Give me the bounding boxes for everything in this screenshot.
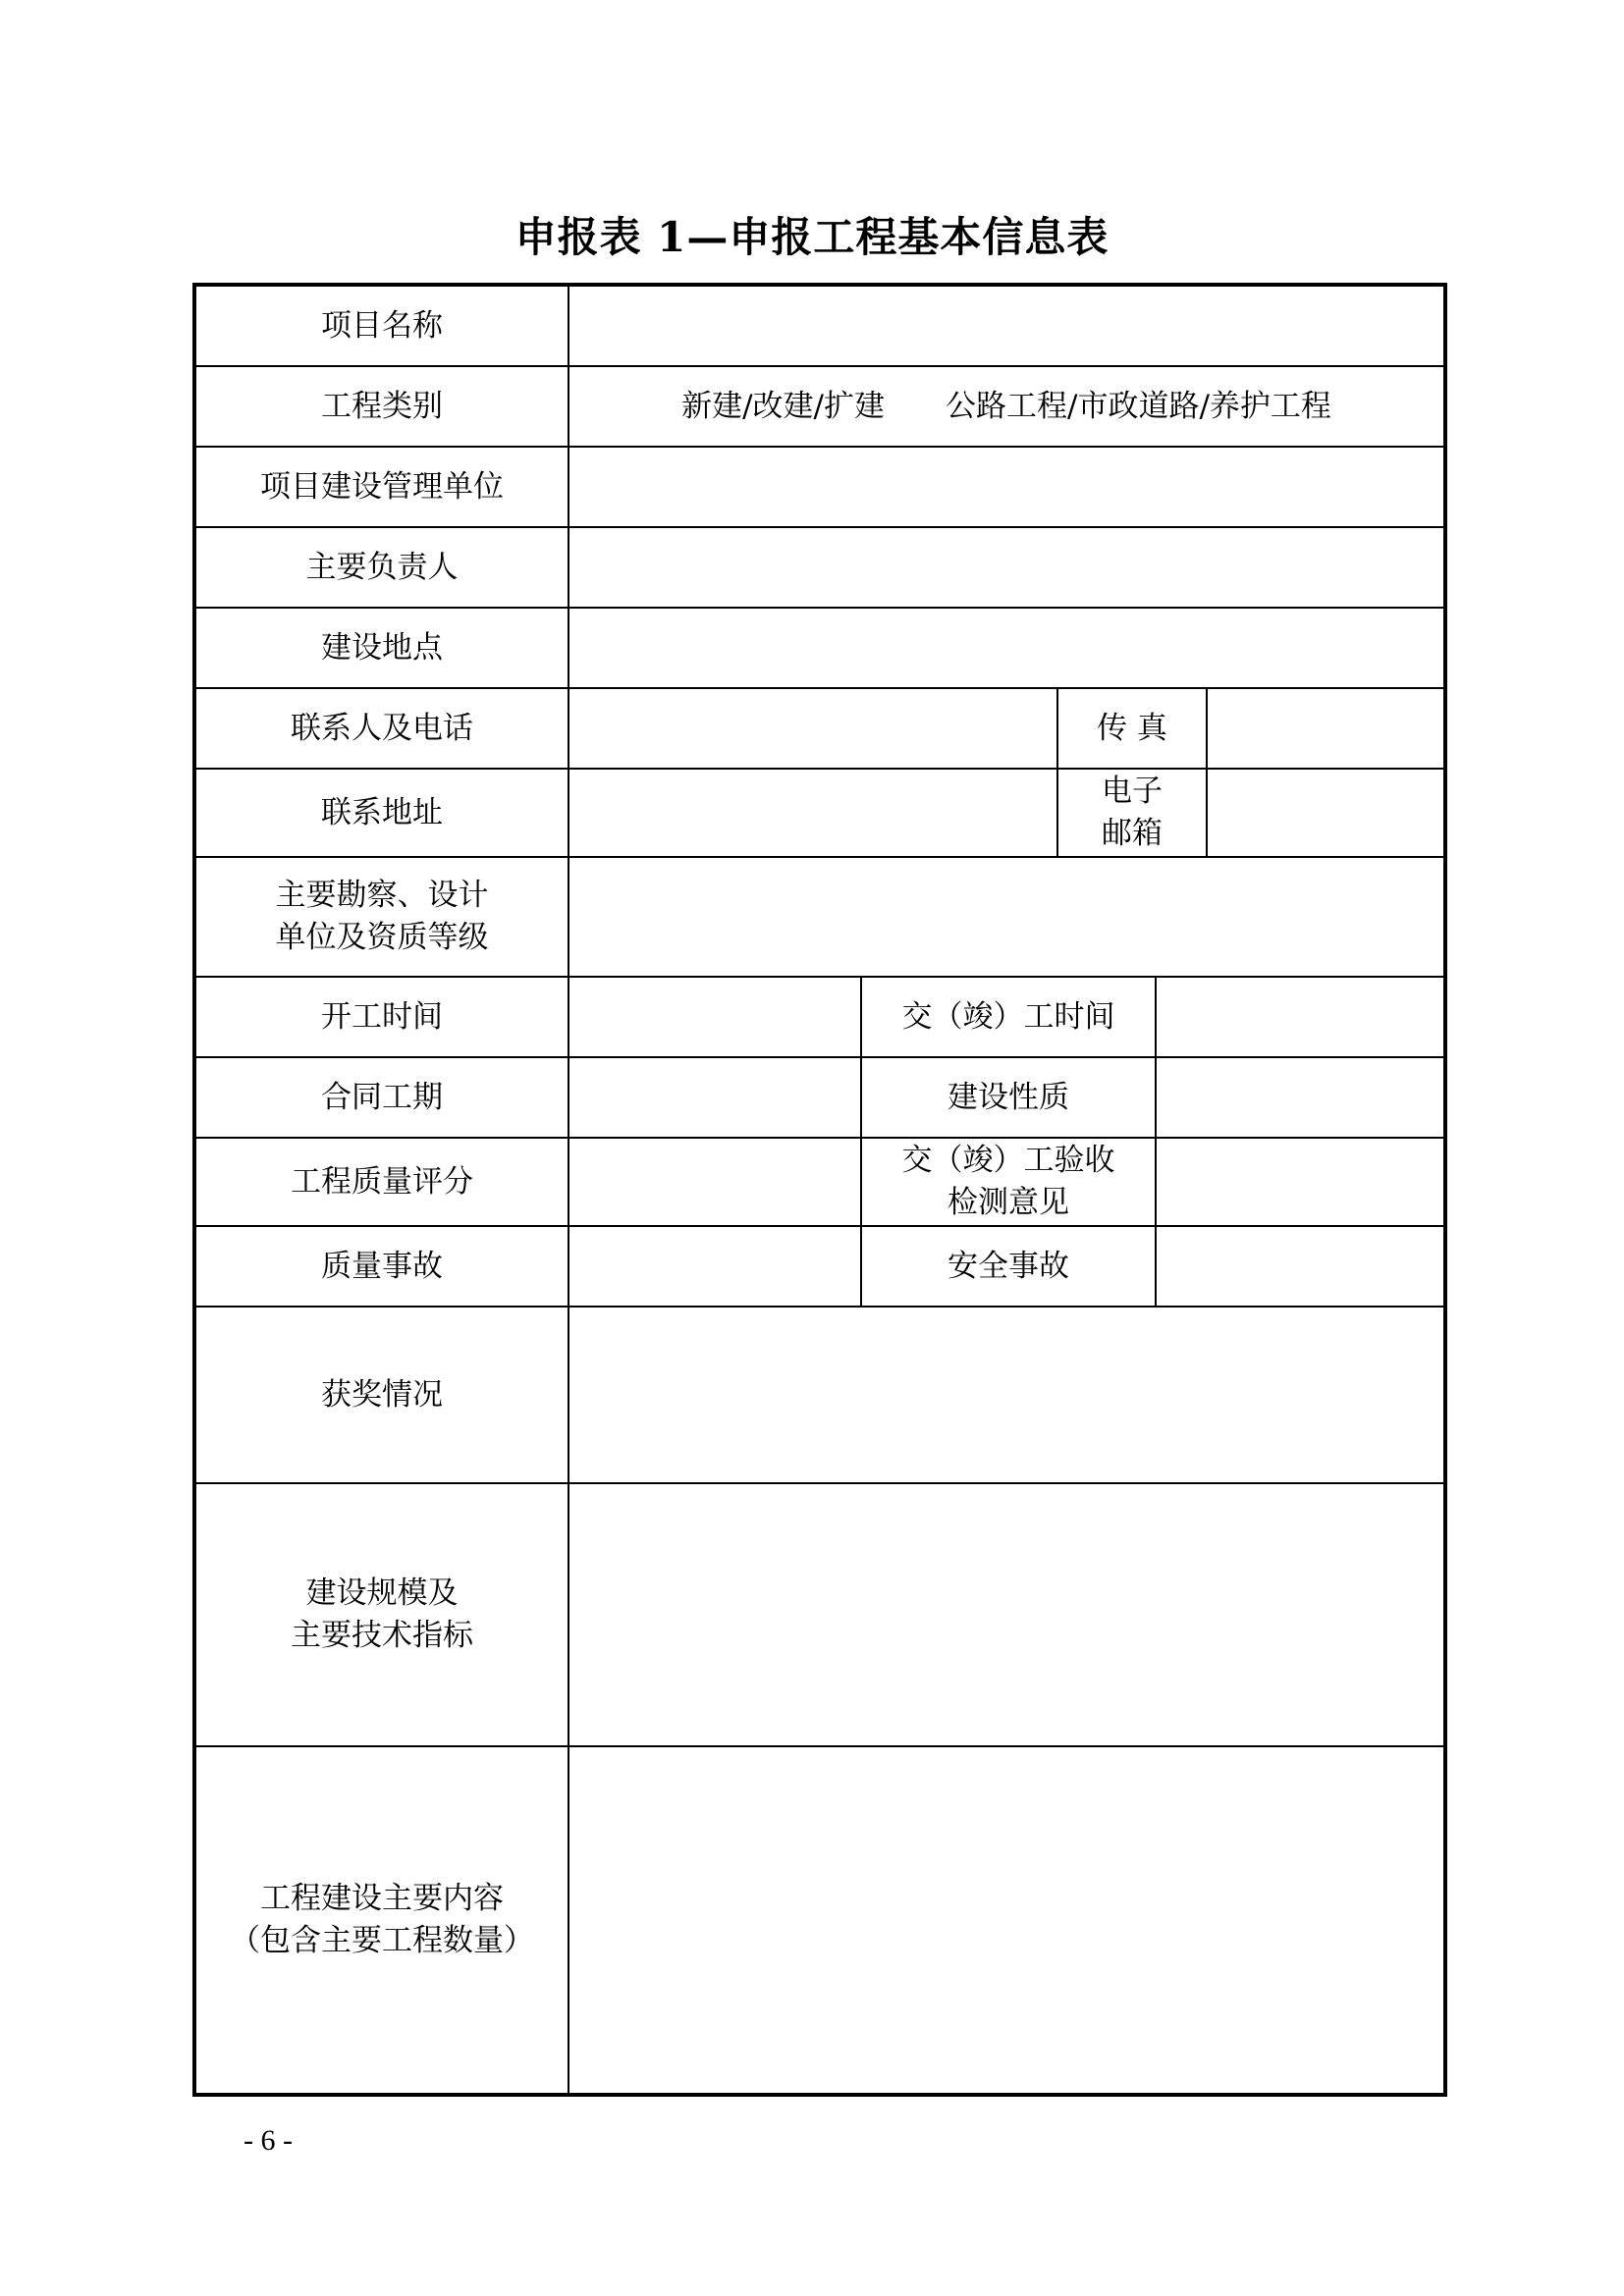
mgmt-unit-field[interactable] <box>569 448 1443 526</box>
location-label: 建设地点 <box>321 629 443 666</box>
project-type-label: 工程类别 <box>321 388 443 424</box>
start-time-label: 开工时间 <box>321 998 443 1035</box>
awards-field[interactable] <box>569 1308 1443 1482</box>
content-field[interactable] <box>569 1747 1443 2093</box>
awards-label: 获奖情况 <box>321 1376 443 1413</box>
project-name-field[interactable] <box>569 287 1443 365</box>
project-type-options[interactable]: 新建/改建/扩建 公路工程/市政道路/养护工程 <box>681 388 1331 424</box>
scale-label-line-2: 主要技术指标 <box>291 1618 473 1653</box>
content-label-line-1: 工程建设主要内容 <box>260 1881 504 1916</box>
content-label-line-2: （包含主要工程数量） <box>230 1923 534 1958</box>
scale-field[interactable] <box>569 1484 1443 1745</box>
location-field[interactable] <box>569 609 1443 687</box>
quality-accident-field[interactable] <box>569 1227 860 1306</box>
contact-label: 联系人及电话 <box>291 710 473 746</box>
safety-accident-label: 安全事故 <box>947 1248 1069 1284</box>
start-time-field[interactable] <box>569 978 860 1056</box>
quality-accident-label: 质量事故 <box>321 1248 443 1284</box>
address-label: 联系地址 <box>321 794 443 830</box>
acceptance-opinion-field[interactable] <box>1157 1139 1443 1225</box>
email-field[interactable] <box>1208 770 1443 856</box>
acceptance-opinion-label <box>862 1139 1155 1225</box>
completion-time-label: 交（竣）工时间 <box>901 998 1115 1035</box>
quality-score-field[interactable] <box>569 1139 860 1225</box>
contract-period-label: 合同工期 <box>321 1079 443 1115</box>
email-label-line-2: 邮箱 <box>1102 816 1163 851</box>
page-number: - 6 - <box>244 2124 293 2157</box>
construction-nature-field[interactable] <box>1157 1058 1443 1137</box>
safety-accident-field[interactable] <box>1157 1227 1443 1306</box>
scale-label-line-1: 建设规模及 <box>305 1575 459 1611</box>
survey-design-label <box>196 858 568 976</box>
address-field[interactable] <box>569 770 1056 856</box>
scale-label <box>196 1484 568 1745</box>
mgmt-unit-label: 项目建设管理单位 <box>260 468 504 505</box>
acceptance-opinion-label-line-1: 交（竣）工验收 <box>901 1143 1115 1178</box>
survey-design-label-line-2: 单位及资质等级 <box>275 920 489 955</box>
page-title: 申报表 1—申报工程基本信息表 <box>514 213 1110 261</box>
survey-design-field[interactable] <box>569 858 1443 976</box>
email-label-line-1: 电子 <box>1102 774 1163 809</box>
content-label <box>196 1747 568 2093</box>
principal-label: 主要负责人 <box>305 549 459 585</box>
contract-period-field[interactable] <box>569 1058 860 1137</box>
completion-time-field[interactable] <box>1157 978 1443 1056</box>
email-label <box>1058 770 1206 856</box>
quality-score-label: 工程质量评分 <box>291 1163 473 1200</box>
principal-field[interactable] <box>569 528 1443 607</box>
survey-design-label-line-1: 主要勘察、设计 <box>275 878 489 913</box>
project-name-label: 项目名称 <box>321 307 443 344</box>
construction-nature-label: 建设性质 <box>947 1079 1069 1115</box>
acceptance-opinion-label-line-2: 检测意见 <box>947 1185 1069 1220</box>
fax-label: 传 真 <box>1097 710 1167 746</box>
info-form-table <box>192 283 1447 2097</box>
contact-field[interactable] <box>569 689 1056 768</box>
fax-field[interactable] <box>1208 689 1443 768</box>
